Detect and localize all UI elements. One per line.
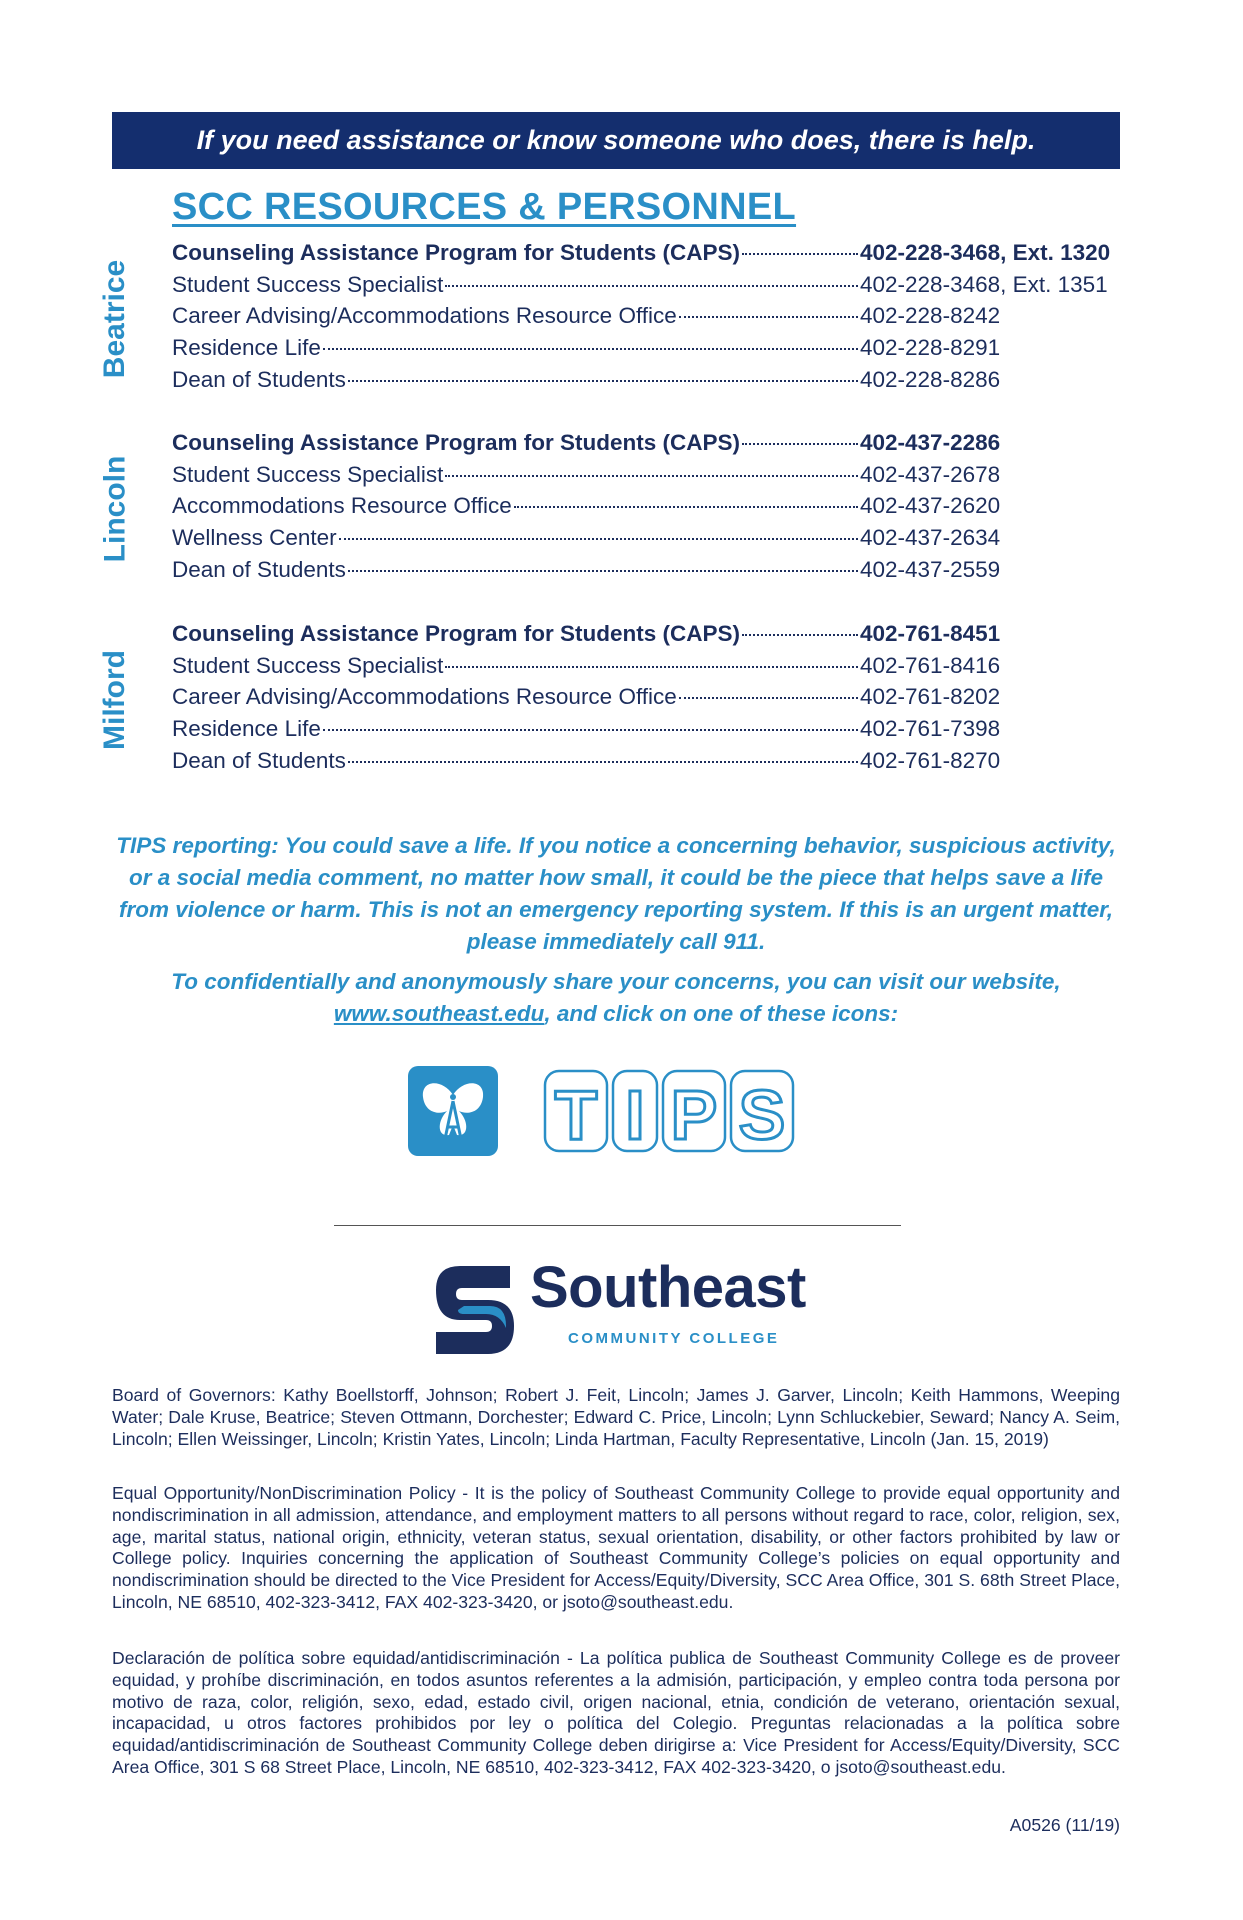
campus-label (90, 430, 140, 588)
resource-row (172, 557, 1120, 589)
resource-name: Wellness Center (172, 525, 337, 551)
dot-leader (445, 475, 858, 477)
resource-row (172, 684, 1120, 716)
resource-row (172, 430, 1120, 462)
phone-number: 402-228-8286 (860, 366, 1001, 392)
butterfly-app-icon[interactable] (407, 1065, 499, 1162)
resource-name: Student Success Specialist (172, 461, 444, 487)
page-title: SCC RESOURCES & PERSONNEL (172, 186, 797, 228)
resource-row (172, 525, 1120, 557)
board-of-governors: Board of Governors: Kathy Boellstorff, Johnson; Robert J. Feit, Lincoln; James J. Garver, Lincoln; Keith Hammons, Weeping Water; Dale Kruse, Beatrice; Steven Ottmann, Dorchester; Edward C. Price, Lincoln; Lynn Schluckebier, Seward; Nancy A. Seim, Lincoln; Ellen Weissinger, Lincoln; Kristin Yates, Lincoln; Linda Hartman, Faculty Representative, Lincoln (Jan. 15, 2019) (112, 1385, 1120, 1449)
resource-name: Dean of Students (172, 366, 346, 392)
tips-letter: P (670, 1076, 718, 1154)
website-link[interactable]: www.southeast.edu (333, 1001, 545, 1026)
phone-number: 402-437-2286 (860, 430, 1001, 455)
resource-row (172, 462, 1120, 494)
tips-app-icon[interactable] (543, 1065, 795, 1162)
phone-number: 402-228-3468, Ext. 1351 (860, 271, 1108, 297)
resource-row (172, 653, 1120, 685)
resource-name: Dean of Students (172, 747, 346, 773)
phone-number: 402-761-7398 (860, 716, 1001, 742)
dot-leader (679, 316, 858, 318)
dot-leader (339, 538, 858, 540)
resource-row (172, 367, 1120, 399)
dot-leader (348, 380, 858, 382)
dot-leader (742, 443, 858, 445)
resource-name: Residence Life (172, 716, 321, 742)
resource-row (172, 303, 1120, 335)
dot-leader (514, 506, 858, 508)
campus-name: Beatrice (98, 259, 131, 379)
resource-name: Career Advising/Accommodations Resource Office (172, 303, 677, 329)
resource-name: Accommodations Resource Office (172, 493, 512, 519)
phone-number: 402-228-8242 (860, 303, 1001, 329)
resource-row (172, 748, 1120, 780)
help-banner: If you need assistance or know someone who does, there is help. (112, 112, 1120, 169)
campus-lincoln (98, 430, 1120, 588)
document-code: A0526 (11/19) (1009, 1815, 1120, 1835)
phone-number: 402-437-2559 (860, 556, 1001, 582)
tips-letter: I (625, 1076, 645, 1154)
logo-subtitle: COMMUNITY COLLEGE (568, 1330, 780, 1347)
resource-row (172, 335, 1120, 367)
campus-name: Milford (98, 650, 132, 750)
phone-number: 402-761-8451 (860, 621, 1001, 646)
resource-name: Counseling Assistance Program for Students (CAPS) (172, 621, 741, 646)
resource-name: Counseling Assistance Program for Students (CAPS) (172, 240, 741, 265)
eeo-policy: Equal Opportunity/NonDiscrimination Policy - It is the policy of Southeast Community College to provide equal opportunity and nondiscrimination in all admission, attendance, and employment matters to all persons without regard to race, color, religion, sex, age, marital status, national origin, ethnicity, veteran status, sexual orientation, disability, or other factors prohibited by law or College policy. Inquiries concerning the application of Southeast Community College’s policies on equal opportunity and nondiscrimination should be directed to the Vice President for Access/Equity/Diversity, SCC Area Office, 301 S. 68th Street Place, Lincoln, NE 68510, 402-323-3412, FAX 402-323-3420, or jsoto@southeast.edu. (112, 1483, 1120, 1612)
dot-leader (348, 761, 858, 763)
phone-number: 402-761-8202 (860, 684, 1001, 710)
resource-row (172, 621, 1120, 653)
resource-name: Student Success Specialist (172, 652, 444, 678)
resource-list (172, 621, 1120, 779)
phone-number: 402-761-8416 (860, 652, 1001, 678)
share-paragraph (112, 966, 1120, 1030)
phone-number: 402-437-2678 (860, 461, 1001, 487)
resource-row (172, 493, 1120, 525)
scc-logo (428, 1255, 818, 1360)
s-logo-icon (428, 1260, 520, 1360)
resource-name: Career Advising/Accommodations Resource Office (172, 684, 677, 710)
tips-letter: S (738, 1076, 786, 1154)
dot-leader (679, 697, 858, 699)
resource-name: Counseling Assistance Program for Students (CAPS) (172, 430, 741, 455)
resource-row (172, 240, 1120, 272)
resource-name: Residence Life (172, 335, 321, 361)
spanish-policy: Declaración de política sobre equidad/antidiscriminación - La política publica de Southeast Community College es de proveer equidad, y prohíbe discriminación, en todos asuntos referentes a la admisión, participación, y empleo contra toda persona por motivo de raza, color, religión, sexo, edad, estado civil, origen nacional, etnia, condición de veterano, orientación sexual, incapacidad, u otros factores prohibidos por ley o política del Colegio. Preguntas relacionadas a la política sobre equidad/antidiscriminación de Southeast Community College deben dirigirse a: Vice President for Access/Equity/Diversity, SCC Area Office, 301 S 68 Street Place, Lincoln, NE 68510, 402-323-3412, FAX 402-323-3420, o jsoto@southeast.edu. (112, 1648, 1120, 1777)
campus-label (90, 621, 140, 779)
resource-name: Dean of Students (172, 556, 346, 582)
dot-leader (742, 253, 858, 255)
dot-leader (348, 570, 858, 572)
campus-beatrice (98, 240, 1120, 398)
dot-leader (445, 285, 858, 287)
phone-number: 402-761-8270 (860, 747, 1001, 773)
dot-leader (742, 634, 858, 636)
campus-milford (98, 621, 1120, 779)
share-text-end: , and click on one of these icons: (544, 1001, 899, 1026)
resource-list (172, 430, 1120, 588)
tips-paragraph: TIPS reporting: You could save a life. If you notice a concerning behavior, suspicious activity, or a social media comment, no matter how small, it could be the piece that helps save a life from violence or harm. This is not an emergency reporting system. If this is an urgent matter, please immediately call 911. (116, 833, 1116, 954)
divider (334, 1225, 901, 1226)
phone-number: 402-228-3468, Ext. 1320 (860, 240, 1111, 265)
resource-row (172, 272, 1120, 304)
dot-leader (323, 729, 858, 731)
campus-label (90, 240, 140, 398)
phone-number: 402-437-2620 (860, 493, 1001, 519)
campus-name: Lincoln (98, 455, 131, 563)
dot-leader (445, 666, 858, 668)
phone-number: 402-437-2634 (860, 525, 1001, 551)
share-text: To confidentially and anonymously share your concerns, you can visit our website, (171, 969, 1061, 994)
tips-letter: T (554, 1076, 598, 1154)
resource-row (172, 716, 1120, 748)
logo-wordmark: Southeast (530, 1255, 806, 1320)
dot-leader (323, 348, 858, 350)
resource-list (172, 240, 1120, 398)
phone-number: 402-228-8291 (860, 335, 1001, 361)
resource-name: Student Success Specialist (172, 271, 444, 297)
